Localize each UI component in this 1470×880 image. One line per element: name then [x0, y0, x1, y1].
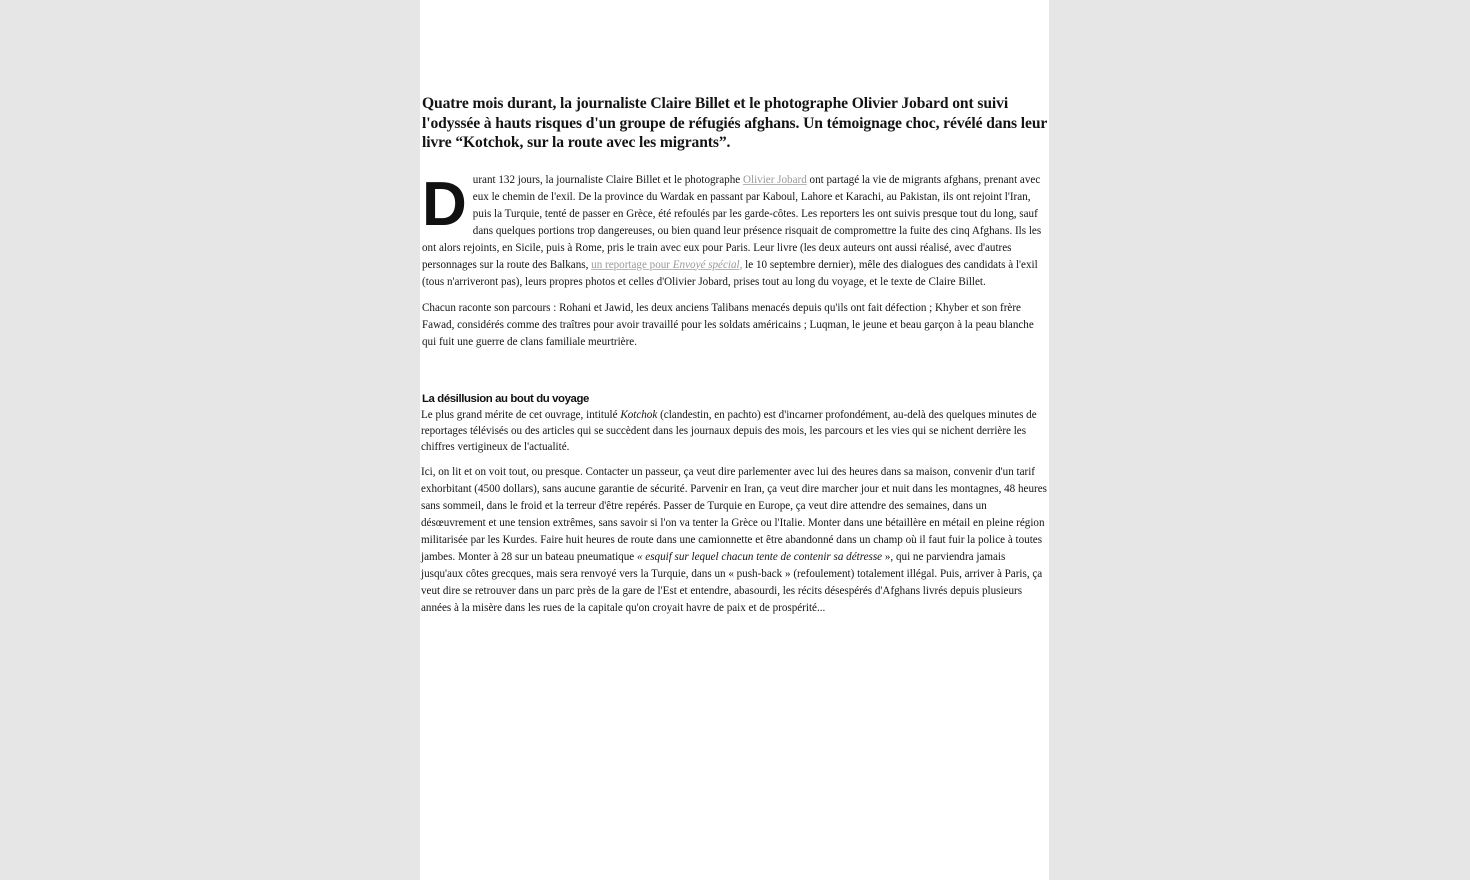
article-paragraph-characters: Chacun raconte son parcours : Rohani et Jawid, les deux anciens Talibans menacés depuis qu'ils ont fait défection ; Khyber et son frère Fawad, considérés comme des traîtres pour avoir travaillé pour les soldats américains ; Luqman, le jeune et beau garçon à la peau blanche qui fuit une guerre de clans familiale meurtrière.: [422, 301, 1034, 348]
paragraph-text: ont partagé la vie de migrants afghans, prenant avec eux le chemin de l'exil. De la province du Wardak en passant par Kaboul, Lahore et Karachi, au Pakistan, ils ont rejoint l'Iran, puis la Turquie, tenté de passer en Grèce, été refoulés par les garde-côtes. Les reporters les ont suivis presque tout du long, sauf dans quelques portions trop dangereuses, ou bien quand leur présence risquait de compromettre la fuite des cinq Afghans. Ils les ont alors rejoints, en Sicile, puis à Rome, pris le train avec eux pour Paris. Leur livre (les deux auteurs ont aussi réalisé, avec d'autres personnages sur la route des Balkans,: [422, 173, 1042, 271]
section-heading: La désillusion au bout du voyage: [422, 392, 589, 405]
paragraph-text: », qui ne parviendra jamais jusqu'aux côtes grecques, mais sera renvoyé vers la Turquie, dans un « push-back » (refoulement) totalement illégal. Puis, arriver à Paris, ça veut dire se retrouver dans un parc près de la gare de l'Est et entendre, abasourdi, les récits désespérés d'Afghans livrés depuis plusieurs années à la misère dans les rues de la capitale qu'on croyait havre de paix et de prospérité...: [421, 550, 1043, 614]
article-paragraph-intro: [422, 169, 1049, 291]
paragraph-text: Le plus grand mérite de cet ouvrage, intitulé: [421, 408, 621, 421]
article-paragraph-journey: [421, 464, 1049, 617]
link-text: un reportage pour: [591, 258, 673, 271]
article-content: [422, 94, 1049, 617]
paragraph-text: (clandestin, en pachto) est d'incarner profondément, au-delà des quelques minutes de reportages télévisés ou des articles qui se succèdent dans les journaux depuis des mois, les parcours et les vies qui se nichent derrière les chiffres vertigineux de l'actualité.: [421, 408, 1037, 453]
book-title: Kotchok: [620, 408, 658, 421]
article-lead: Quatre mois durant, la journaliste Claire Billet et le photographe Olivier Jobard ont suivi l'odyssée à hauts risques d'un groupe de réfugiés afghans. Un témoignage choc, révélé dans leur livre “Kotchok, sur la route avec les migrants”.: [422, 95, 1047, 151]
quote-text: « esquif sur lequel chacun tente de contenir sa détresse: [636, 550, 883, 563]
paragraph-text: urant 132 jours, la journaliste Claire Billet et le photographe: [472, 173, 743, 186]
article-paragraph-merit: [421, 407, 1049, 455]
paragraph-text: Ici, on lit et on voit tout, ou presque. Contacter un passeur, ça veut dire parlementer avec lui des heures dans sa maison, convenir d'un tarif exhorbitant (4500 dollars), sans aucune garantie de sécurité. Parvenir en Iran, ça veut dire marcher jour et nuit dans les montagnes, 48 heures sans sommeil, dans le froid et la terreur d'être repérés. Passer de Turquie en Europe, ça veut dire attendre des semaines, dans un désœuvrement et une tension extrêmes, sans savoir si l'on va tenter la Grèce ou l'Italie. Monter dans une bétaillère en métail en pleine région militarisée par les Kurdes. Faire huit heures de route dans une camionnette et être abandonné dans un champ où il faut fuir la police à toutes jambes. Monter à 28 sur un bateau pneumatique: [421, 465, 1047, 563]
drop-cap: D: [422, 169, 465, 239]
olivier-jobard-link[interactable]: Olivier Jobard: [742, 173, 807, 186]
link-text-italic: Envoyé spécial,: [672, 258, 743, 271]
paragraph-text: le 10 septembre dernier), mêle des dialogues des candidats à l'exil (tous n'arriveront pas), leurs propres photos et celles d'Olivier Jobard, prises tout au long du voyage, et le texte de Claire Billet.: [422, 258, 1038, 288]
envoye-special-link[interactable]: [591, 259, 742, 271]
article-page: [420, 0, 1049, 880]
